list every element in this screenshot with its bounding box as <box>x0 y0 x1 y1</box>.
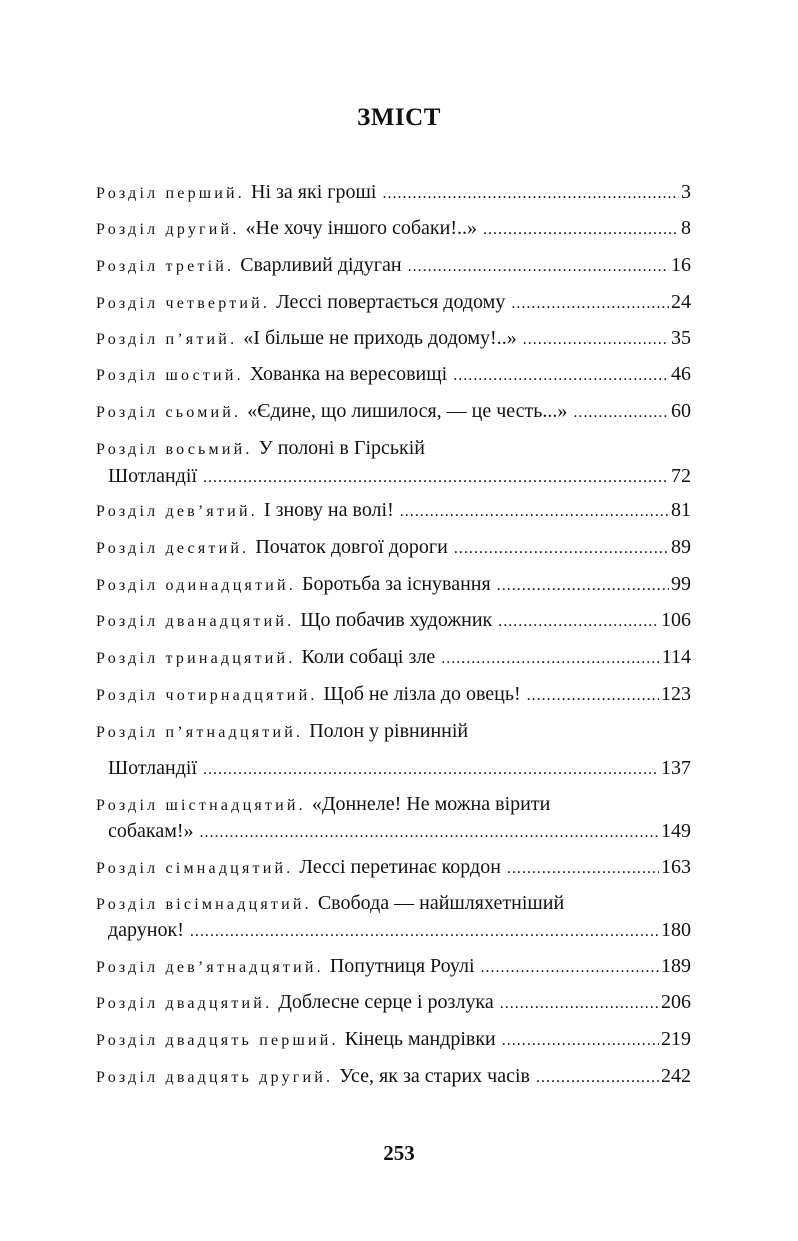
chapter-page: 206 <box>661 991 691 1013</box>
chapter-title: Свобода — найшляхетніший <box>317 892 565 914</box>
chapter-title: «Доннеле! Не можна вірити <box>311 793 551 815</box>
chapter-page: 180 <box>661 919 691 941</box>
page-title: ЗМІСТ <box>357 104 441 131</box>
toc-entry <box>96 713 691 786</box>
dot-leader <box>507 851 659 887</box>
dot-leader <box>523 322 669 358</box>
dot-leader <box>200 815 659 851</box>
chapter-label: Розділ шостий. <box>96 367 244 384</box>
chapter-page: 46 <box>671 363 691 385</box>
chapter-label: Розділ перший. <box>96 185 246 202</box>
chapter-label: Розділ п’ятнадцятий. <box>96 724 304 741</box>
dot-leader <box>502 1023 659 1059</box>
toc-entry <box>96 210 691 246</box>
toc-entry <box>96 885 691 948</box>
chapter-page: 35 <box>671 327 691 349</box>
chapter-title: Початок довгої дороги <box>255 536 448 558</box>
dot-leader <box>527 678 659 714</box>
chapter-title: Кінець мандрівки <box>344 1028 496 1050</box>
dot-leader <box>536 1060 659 1096</box>
toc-entry <box>96 602 691 638</box>
dot-leader <box>481 950 659 986</box>
chapter-label: Розділ шістнадцятий. <box>96 797 306 814</box>
chapter-label: Розділ сьомий. <box>96 404 242 421</box>
toc-entry <box>96 393 691 429</box>
dot-leader <box>203 460 669 496</box>
toc-entry <box>96 320 691 356</box>
toc-entry <box>96 356 691 392</box>
chapter-label: Розділ чотирнадцятий. <box>96 687 318 704</box>
chapter-label: Розділ четвертий. <box>96 295 271 312</box>
dot-leader <box>203 752 659 788</box>
chapter-page: 242 <box>661 1065 691 1087</box>
dot-leader <box>441 641 660 677</box>
toc-entry <box>96 849 691 885</box>
chapter-label: Розділ дванадцятий. <box>96 613 295 630</box>
chapter-title: Ні за які гроші <box>251 181 377 203</box>
dot-leader <box>408 249 669 285</box>
chapter-label: Розділ тринадцятий. <box>96 650 296 667</box>
toc-entry <box>96 566 691 602</box>
dot-leader <box>511 286 669 322</box>
chapter-page: 99 <box>671 573 691 595</box>
toc-entry <box>96 676 691 712</box>
chapter-label: Розділ дев’ятнадцятий. <box>96 959 324 976</box>
dot-leader <box>453 358 669 394</box>
chapter-title: Попутниця Роулі <box>329 955 475 977</box>
toc-entry <box>96 1021 691 1057</box>
chapter-title: Полон у рівнинній <box>309 720 469 742</box>
chapter-title: Усе, як за старих часів <box>339 1065 530 1087</box>
dot-leader <box>483 212 679 248</box>
toc-entry <box>96 948 691 984</box>
toc-entry <box>96 984 691 1020</box>
chapter-page: 149 <box>661 820 691 842</box>
dot-leader <box>500 986 659 1022</box>
chapter-page: 137 <box>661 757 691 779</box>
toc-entry <box>96 430 691 494</box>
dot-leader <box>400 494 669 530</box>
chapter-label: Розділ третій. <box>96 258 235 275</box>
chapter-title: «Не хочу іншого собаки!..» <box>245 217 478 239</box>
chapter-title: Боротьба за існування <box>302 573 491 595</box>
chapter-label: Розділ дев’ятий. <box>96 503 258 520</box>
chapter-title: І знову на волі! <box>263 499 394 521</box>
chapter-page: 189 <box>661 955 691 977</box>
chapter-page: 123 <box>661 683 691 705</box>
dot-leader <box>454 531 669 567</box>
chapter-label: Розділ п’ятий. <box>96 331 238 348</box>
chapter-title: Лессі повертається додому <box>276 291 506 313</box>
chapter-label: Розділ двадцять перший. <box>96 1032 339 1049</box>
chapter-page: 24 <box>671 291 691 313</box>
dot-leader <box>382 176 679 212</box>
chapter-page: 60 <box>671 400 691 422</box>
chapter-title-continued: собакам!» <box>108 820 194 842</box>
page-number: 253 <box>383 1141 415 1165</box>
chapter-page: 16 <box>671 254 691 276</box>
chapter-page: 72 <box>671 465 691 487</box>
chapter-label: Розділ вісімнадцятий. <box>96 896 312 913</box>
chapter-page: 8 <box>681 217 691 239</box>
chapter-label: Розділ десятий. <box>96 540 250 557</box>
chapter-label: Розділ сімнадцятий. <box>96 860 294 877</box>
chapter-label: Розділ другий. <box>96 221 240 238</box>
chapter-title: Хованка на вересовищі <box>249 363 448 385</box>
toc-entry <box>96 174 691 210</box>
chapter-title: Доблесне серце і розлука <box>278 991 494 1013</box>
chapter-page: 163 <box>661 856 691 878</box>
chapter-label: Розділ двадцятий. <box>96 995 273 1012</box>
toc-entry <box>96 1058 691 1094</box>
chapter-title: У полоні в Гірській <box>258 437 425 459</box>
chapter-title: Коли собаці зле <box>301 646 436 668</box>
dot-leader <box>573 395 669 431</box>
chapter-page: 3 <box>681 181 691 203</box>
chapter-title-continued: дарунок! <box>108 919 184 941</box>
chapter-title: Що побачив художник <box>300 609 493 631</box>
chapter-title-continued: Шотландії <box>108 465 198 487</box>
toc-entry <box>96 529 691 565</box>
toc-entry <box>96 492 691 528</box>
chapter-page: 81 <box>671 499 691 521</box>
chapter-label: Розділ восьмий. <box>96 441 253 458</box>
chapter-page: 89 <box>671 536 691 558</box>
toc-entry <box>96 639 691 675</box>
chapter-label: Розділ двадцять другий. <box>96 1069 334 1086</box>
dot-leader <box>497 568 669 604</box>
chapter-page: 106 <box>661 609 691 631</box>
toc-entry <box>96 247 691 283</box>
chapter-label: Розділ одинадцятий. <box>96 577 296 594</box>
toc-entry <box>96 786 691 849</box>
chapter-title: Сварливий дідуган <box>240 254 402 276</box>
dot-leader <box>498 604 659 640</box>
chapter-page: 114 <box>661 646 691 668</box>
chapter-title: «Єдине, що лишилося, — це честь...» <box>247 400 568 422</box>
chapter-page: 219 <box>661 1028 691 1050</box>
toc-entry <box>96 284 691 320</box>
chapter-title-continued: Шотландії <box>108 757 198 779</box>
chapter-title: Лессі перетинає кордон <box>299 856 501 878</box>
chapter-title: Щоб не лізла до овець! <box>323 683 521 705</box>
dot-leader <box>190 914 659 950</box>
chapter-title: «І більше не приходь додому!..» <box>243 327 517 349</box>
